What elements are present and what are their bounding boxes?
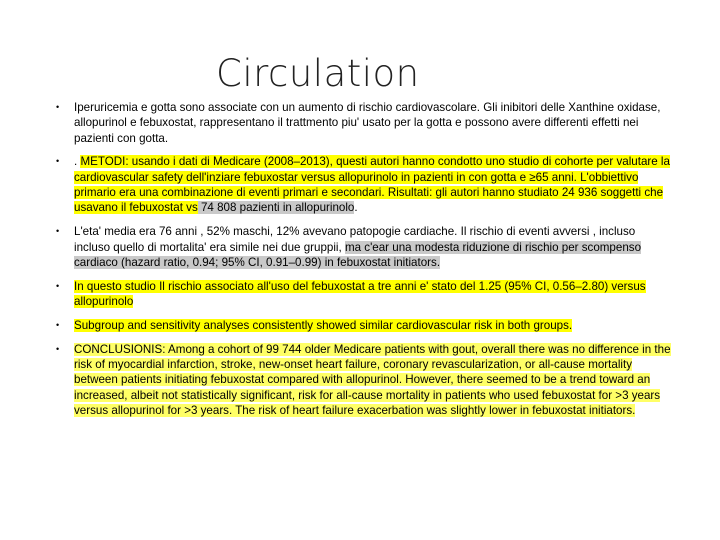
gray-highlighted-text: 74 808 pazienti in allopurinolo: [197, 201, 355, 215]
highlighted-text: In questo studio Il rischio associato all'uso del febuxostat a tre anni e' stato del 1.25 (95% CI, 0.56–2.80) versus allopurinolo: [74, 279, 646, 309]
slide-title: Circulation: [216, 52, 420, 95]
bullet-text-tail: .: [354, 201, 358, 215]
bullet-text: L'eta' media era 76 anni , 52% maschi, 12% avevano patopogie cardiache. Il rischio di eventi avversi , incluso incluso quello di mortalita' era simile nei due gruppii,: [74, 225, 636, 254]
bullet-dot: •: [56, 156, 60, 167]
highlighted-methods-text: METODI: usando i dati di Medicare (2008–2013), questi autori hanno condotto uno studio di cohorte per valutare la cardiovascular safety dell'inziare febuxostar versus allopurinolo in pazienti in con gotta e ≥65 anni. L'obbiettivo primario era una combinazione di eventi primari e secondari. Risultati: gli autori hanno studiato 24 936 soggetti che usavano il febuxostat vs: [74, 155, 670, 215]
gray-highlighted-text: ma c'ear una modesta riduzione di rischio per scompenso cardiaco (hazard ratio, 0.94; 95% CI, 0.91–0.99) in febuxostat initiators.: [74, 240, 642, 269]
bullet-list: [56, 100, 674, 427]
bullet-item-1: [56, 100, 674, 146]
bullet-item-6: [56, 342, 674, 418]
highlighted-text: Subgroup and sensitivity analyses consistently showed similar cardiovascular risk in both groups.: [74, 318, 573, 332]
bullet-dot: •: [56, 226, 60, 237]
bullet-item-2: [56, 154, 674, 215]
bullet-item-3: [56, 224, 674, 270]
highlighted-conclusions-text: CONCLUSIONIS: Among a cohort of 99 744 older Medicare patients with gout, overall there was no difference in the risk of myocardial infarction, stroke, new-onset heart failure, coronary revascularization, or all-cause mortality between patients initiating febuxostat compared with allopurinol. However, there seemed to be a trend toward an increased, albeit not statistically significant, risk for all-cause mortality in patients who used febuxostat for >3 years versus allopurinol for >3 years. The risk of heart failure exacerbation was slightly lower in febuxostat initiators.: [74, 342, 671, 418]
bullet-text-lead: .: [74, 155, 81, 169]
bullet-dot: •: [56, 343, 60, 354]
bullet-item-4: [56, 279, 674, 310]
bullet-dot: •: [56, 102, 60, 112]
bullet-dot: •: [56, 280, 60, 291]
bullet-item-5: [56, 318, 674, 333]
bullet-text: Iperuricemia e gotta sono associate con un aumento di rischio cardiovascolare. Gli inibitori delle Xanthine oxidase, allopurinol e febuxostat, rappresentano il trattmento piu' usato per la gotta e possono avere differenti effetti nei pazienti con gotta.: [74, 101, 661, 145]
bullet-dot: •: [56, 319, 60, 330]
